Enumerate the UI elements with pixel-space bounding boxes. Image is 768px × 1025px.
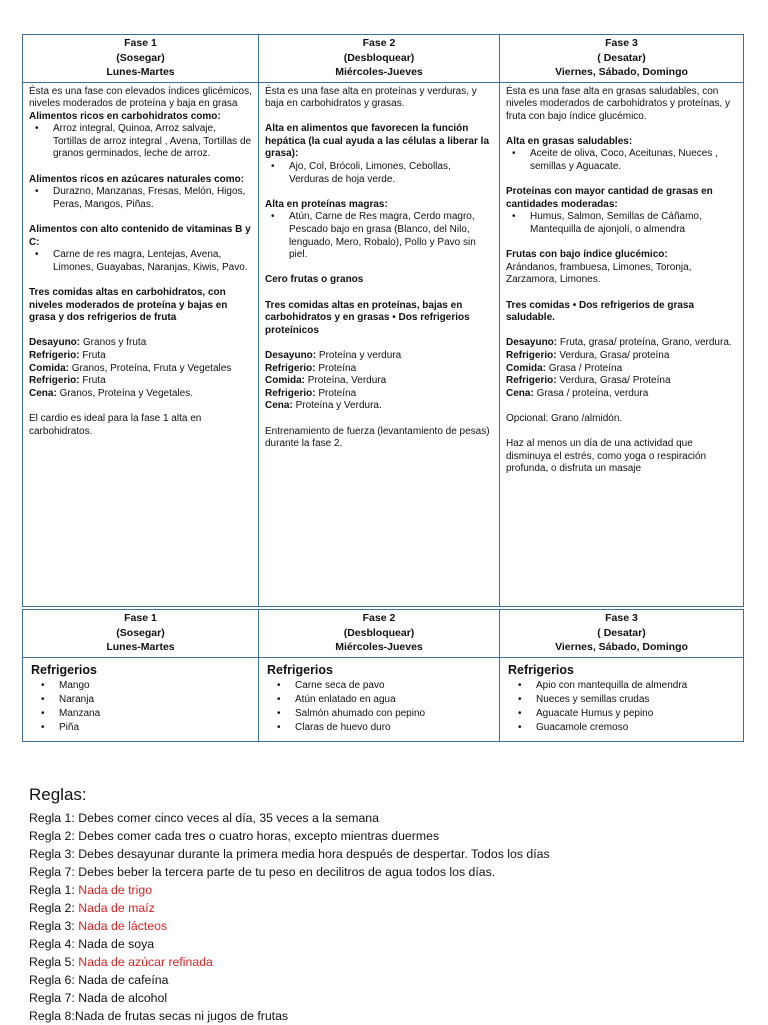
phase-plan-table [22,34,744,607]
rule-line: Regla 2: Nada de maíz [29,901,155,915]
schedule-line: Refrigerio: Fruta [29,349,106,361]
low-gi-fruit-title: Frutas con bajo índice glucémico: [506,249,668,261]
phase-3-snacks [500,657,744,741]
rule-line: Regla 3: Debes desayunar durante la primera media hora después de despertar. Todos los días [29,847,550,861]
rule-line: Regla 1: Nada de trigo [29,883,153,897]
list-item: • Humus, Salmon, Semillas de Cáñamo, Mantequilla de ajonjolí, o almendra [520,211,737,236]
carbs-title: Alimentos ricos en carbohidratos como: [29,110,221,122]
rules-section [29,783,550,1025]
list-item: • Atún, Carne de Res magra, Cerdo magro, Pescado bajo en grasa (Blanco, del Nilo, lenguado, Mero, Robalo), Pollo y Pavo sin piel. [279,211,493,261]
snacks-title: Refrigerios [508,662,574,677]
schedule-line: Desayuno: Fruta, grasa/ proteína, Grano, verdura. [506,337,732,349]
schedule-line: Desayuno: Proteína y verdura [265,349,402,361]
list-item: • Guacamole cremoso [522,721,735,735]
schedule-line: Desayuno: Granos y fruta [29,337,147,349]
meals-title: Tres comidas altas en proteínas, bajas en carbohidratos y en grasas • Dos refrigerios proteínicos [265,299,470,336]
phase-3-note: Haz al menos un día de una actividad que disminuya el estrés, como yoga o respiración profunda, o disfruta un masaje [506,438,707,475]
phase-3-intro: Ésta es una fase alta en grasas saludables, con niveles moderados de carbohidratos y proteínas, y fruta con bajo índice glucémico. [506,85,731,122]
list-item: • Claras de huevo duro [281,721,491,735]
rule-line: Regla 6: Nada de cafeína [29,973,169,987]
table-header-row [23,35,744,83]
list-item: • Manzana [45,707,250,721]
meals-title: Tres comidas altas en carbohidratos, con niveles moderados de proteína y bajas en grasa y dos refrigerios de fruta [29,287,228,324]
phase-2-intro: Ésta es una fase alta en proteínas y verduras, y baja en carbohidratos y grasas. [265,85,477,110]
list-item: • Mango [45,679,250,693]
phase-1-header: Fase 1 (Sosegar) Lunes-Martes [23,35,259,83]
rule-line: Regla 4: Nada de soya [29,937,155,951]
low-gi-fruit-list: Arándanos, frambuesa, Limones, Toronja, Zarzamora, Limones. [506,261,692,286]
list-item: • Ajo, Col, Brócoli, Limones, Cebollas, Verduras de hoja verde. [279,161,493,186]
meals-title: Tres comidas • Dos refrigerios de grasa saludable. [506,299,695,324]
optional-note: Opcional: Grano /almidón. [506,412,623,424]
sugars-title: Alimentos ricos en azúcares naturales como: [29,173,245,185]
schedule-line: Comida: Granos, Proteína, Fruta y Vegetales [29,362,232,374]
list-item: • Salmón ahumado con pepino [281,707,491,721]
schedule-line: Refrigerio: Verdura, Grasa/ proteína [506,349,670,361]
phase-2-details [259,82,500,606]
snacks-table [22,609,744,742]
schedule-line: Cena: Proteína y Verdura. [265,400,382,412]
list-item: • Carne de res magra, Lentejas, Avena, Limones, Guayabas, Naranjas, Kiwis, Pavo. [43,249,252,274]
rule-line: Regla 7: Debes beber la tercera parte de tu peso en decilitros de agua todos los días. [29,865,496,879]
fatty-protein-title: Proteínas con mayor cantidad de grasas en cantidades moderadas: [506,186,713,210]
schedule-line: Refrigerio: Proteína [265,362,357,374]
table-header-row [23,610,744,658]
snacks-title: Refrigerios [267,662,333,677]
healthy-fats-title: Alta en grasas saludables: [506,135,633,147]
list-item: • Piña [45,721,250,735]
liver-foods-title: Alta en alimentos que favorecen la función hepática (la cual ayuda a las células a liberar la grasa): [265,123,490,160]
list-item: • Apio con mantequilla de almendra [522,679,735,693]
rule-line: Regla 1: Debes comer cinco veces al día, 35 veces a la semana [29,811,379,825]
schedule-line: Refrigerio: Verdura, Grasa/ Proteína [506,375,671,387]
schedule-line: Comida: Proteína, Verdura [265,375,387,387]
list-item: • Nueces y semillas crudas [522,693,735,707]
list-item: • Aceite de oliva, Coco, Aceitunas, Nueces , semillas y Aguacate. [520,148,737,173]
list-item: • Arroz integral, Quinoa, Arroz salvaje, Tortillas de arroz integral , Avena, Tortillas de granos germinados, leche de arroz. [43,123,252,161]
schedule-line: Cena: Granos, Proteína y Vegetales. [29,387,193,399]
schedule-line: Refrigerio: Proteína [265,387,357,399]
rule-line: Regla 3: Nada de lácteos [29,919,168,933]
phase-2-snacks [259,657,500,741]
rules-title: Reglas: [29,785,87,804]
zero-fruit-grain: Cero frutas o granos [265,274,364,286]
rule-line: Regla 5: Nada de azúcar refinada [29,955,213,969]
table-body-row [23,82,744,606]
rule-line: Regla 8:Nada de frutas secas ni jugos de frutas [29,1009,289,1023]
phase-3-details [500,82,744,606]
schedule-line: Cena: Grasa / proteína, verdura [506,387,649,399]
vitamins-title: Alimentos con alto contenido de vitaminas B y C: [29,224,251,248]
snacks-title: Refrigerios [31,662,97,677]
list-item: • Durazno, Manzanas, Fresas, Melón, Higos, Peras, Mangos, Piñas. [43,186,252,211]
list-item: • Carne seca de pavo [281,679,491,693]
phase-1-details [23,82,259,606]
phase-2-header: Fase 2 (Desbloquear) Miércoles-Jueves [259,35,500,83]
phase-3-header: Fase 3 ( Desatar) Viernes, Sábado, Domingo [500,35,744,83]
phase-1-note: El cardio es ideal para la fase 1 alta en carbohidratos. [29,412,202,437]
schedule-line: Comida: Grasa / Proteína [506,362,623,374]
list-item: • Naranja [45,693,250,707]
rule-line: Regla 7: Nada de alcohol [29,991,168,1005]
phase-1-snacks [23,657,259,741]
phase-2-header: Fase 2 (Desbloquear) Miércoles-Jueves [259,610,500,658]
rule-line: Regla 2: Debes comer cada tres o cuatro horas, excepto mientras duermes [29,829,440,843]
list-item: • Aguacate Humus y pepino [522,707,735,721]
phase-1-intro: Ésta es una fase con elevados índices glicémicos, niveles moderados de proteína y baja en grasa [29,85,252,110]
list-item: • Atún enlatado en agua [281,693,491,707]
phase-1-header: Fase 1 (Sosegar) Lunes-Martes [23,610,259,658]
lean-protein-title: Alta en proteínas magras: [265,198,388,210]
phase-2-note: Entrenamiento de fuerza (levantamiento de pesas) durante la fase 2. [265,425,490,450]
schedule-line: Refrigerio: Fruta [29,375,106,387]
phase-3-header: Fase 3 ( Desatar) Viernes, Sábado, Domingo [500,610,744,658]
table-body-row [23,657,744,741]
